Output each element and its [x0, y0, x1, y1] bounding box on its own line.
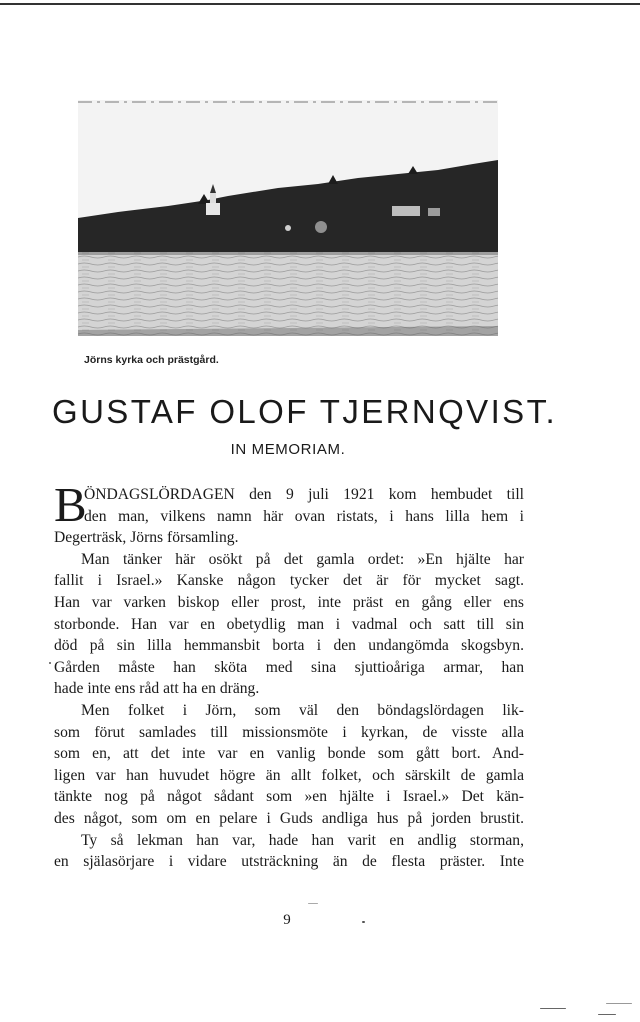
- drop-cap: B: [54, 477, 87, 532]
- article-subtitle: IN MEMORIAM.: [230, 441, 346, 458]
- print-speck: [49, 662, 51, 664]
- print-speck: [540, 1008, 566, 1009]
- body-line: död på sin lilla hemmansbit borta i den undangömda skogsbyn.: [54, 637, 524, 655]
- body-line: Gården måste han sköta med sina sjuttioåriga armar, han: [54, 658, 524, 676]
- body-line: fallit i Israel.» Kanske någon tycker det är för mycket sagt.: [54, 572, 524, 590]
- print-speck: [362, 921, 365, 923]
- body-line: Ty så lekman han var, hade han varit en andlig storman,: [81, 831, 524, 849]
- top-border-rule: [0, 3, 640, 5]
- body-line: ligen var han huvudet högre än allt folket, och särskilt de gamla: [54, 766, 524, 784]
- page-number: 9: [283, 912, 291, 928]
- lake-water: [78, 252, 498, 336]
- body-line: Han var varken biskop eller prost, inte präst en gång eller ens: [54, 593, 524, 611]
- article-body: [54, 477, 524, 873]
- body-line: hade inte ens råd att ha en dräng.: [54, 680, 260, 698]
- body-line: des något, som om en pelare i Guds andliga hus på jorden brustit.: [54, 809, 524, 827]
- body-line: Men folket i Jörn, som väl den böndagslördagen lik-: [81, 701, 524, 719]
- body-line: den man, vilkens namn här ovan ristats, i hans lilla hem i: [84, 507, 524, 525]
- parsonage: [392, 206, 420, 216]
- print-speck: [606, 1003, 632, 1004]
- print-speck: [598, 1014, 616, 1015]
- body-line: som en, att det inte var en vanlig bonde som gått bort. And-: [54, 745, 524, 763]
- print-speck: [308, 903, 318, 904]
- body-line: som förut samlades till missionsmöte i kyrkan, de visste alla: [54, 723, 524, 741]
- body-line: Man tänker här osökt på det gamla ordet: »En hjälte har: [81, 550, 524, 568]
- church-photograph: [78, 100, 498, 336]
- photo-caption: Jörns kyrka och prästgård.: [84, 354, 219, 366]
- article-title: GUSTAF OLOF TJERNQVIST.: [52, 393, 558, 430]
- body-line: ÖNDAGSLÖRDAGEN den 9 juli 1921 kom hembudet till: [84, 486, 524, 503]
- body-line: en själasörjare i vidare utsträckning än de flesta präster. Inte: [54, 853, 524, 871]
- body-line: tänkte nog på något sådant som »en hjälte i Israel.» Det kän-: [54, 788, 524, 806]
- body-line: Degerträsk, Jörns församling.: [54, 529, 239, 547]
- body-line: storbonde. Han var en obetydlig man i vadmal och satt till sin: [54, 615, 524, 633]
